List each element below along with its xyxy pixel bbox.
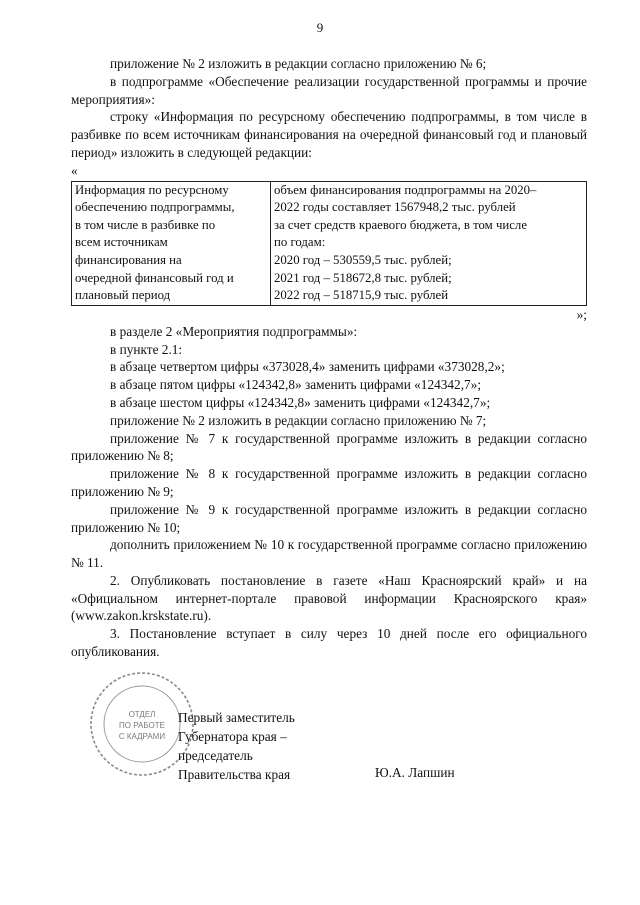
resource-table (71, 181, 587, 306)
cell-line: Информация по ресурсному (75, 182, 229, 197)
signature-title-line: председатель (178, 748, 253, 763)
paragraph: приложение № 9 к государственной программе изложить в редакции согласно приложению № 10; (71, 501, 587, 535)
paragraph: в подпрограмме «Обеспечение реализации государственной программы и прочие мероприятия»: (71, 73, 587, 107)
cell-line: объем финансирования подпрограммы на 2020– (274, 182, 537, 197)
cell-line: 2021 год – 518672,8 тыс. рублей; (274, 270, 452, 285)
paragraph: в абзаце шестом цифры «124342,8» заменить цифрами «124342,7»; (110, 394, 491, 410)
paragraph: в разделе 2 «Мероприятия подпрограммы»: (110, 323, 358, 339)
signature-title-line: Губернатора края – (178, 729, 287, 744)
paragraph: приложение № 2 изложить в редакции согласно приложению № 6; (110, 56, 487, 71)
document-body (71, 55, 587, 661)
cell-line: 2022 годы составляет 1567948,2 тыс. рублей (274, 200, 516, 215)
cell-line: по годам: (274, 235, 326, 250)
table-cell-label (72, 181, 271, 305)
paragraph: в абзаце пятом цифры «124342,8» заменить цифрами «124342,7»; (110, 377, 482, 393)
cell-line: очередной финансовый год и (75, 270, 234, 285)
cell-line: 2020 год – 530559,5 тыс. рублей; (274, 252, 452, 267)
cell-line: за счет средств краевого бюджета, в том числе (274, 217, 527, 232)
paragraph: в абзаце четвертом цифры «373028,4» заменить цифрами «373028,2»; (110, 359, 505, 375)
seal-text: ОТДЕЛ (128, 710, 156, 719)
seal-text: ПО РАБОТЕ (119, 721, 165, 730)
seal-text: С КАДРАМИ (118, 732, 166, 741)
table-row (72, 181, 587, 305)
paragraph: приложение № 8 к государственной программе изложить в редакции согласно приложению № 9; (71, 466, 587, 499)
cell-line: 2022 год – 518715,9 тыс. рублей (274, 288, 449, 303)
signature-title-line: Первый заместитель (178, 710, 295, 725)
quote-close: »; (576, 306, 587, 322)
paragraph: строку «Информация по ресурсному обеспечению подпрограммы, в том числе в разбивке по всем источникам финансирования на очередной финансовый год и плановый период» изложить в следующей редакции: (71, 109, 587, 160)
page-number: 9 (316, 20, 324, 35)
signature-block (178, 708, 295, 784)
paragraph: 3. Постановление вступает в силу через 10 дней после его официального опубликования. (71, 626, 587, 660)
paragraph: дополнить приложением № 10 к государственной программе согласно приложению № 11. (71, 537, 587, 571)
paragraph: 2. Опубликовать постановление в газете «Наш Красноярский край» и на «Официальном интернет-портале правовой информации Красноярского края» (www.zakon.krskstate.ru). (71, 572, 587, 624)
signatory-name: Ю.А. Лапшин (375, 765, 455, 780)
paragraph: в пункте 2.1: (110, 341, 183, 357)
signature-title-line: Правительства края (178, 767, 291, 782)
paragraph: приложение № 2 изложить в редакции согласно приложению № 7; (110, 412, 487, 428)
cell-line: финансирования на (75, 252, 182, 267)
table-cell-value (271, 181, 587, 305)
quote-open: « (71, 162, 78, 178)
cell-line: плановый период (75, 288, 171, 303)
cell-line: в том числе в разбивке по (75, 217, 216, 232)
cell-line: обеспечению подпрограммы, (75, 200, 235, 215)
paragraph: приложение № 7 к государственной программе изложить в редакции согласно приложению № 8; (71, 430, 587, 464)
cell-line: всем источникам (75, 235, 168, 250)
